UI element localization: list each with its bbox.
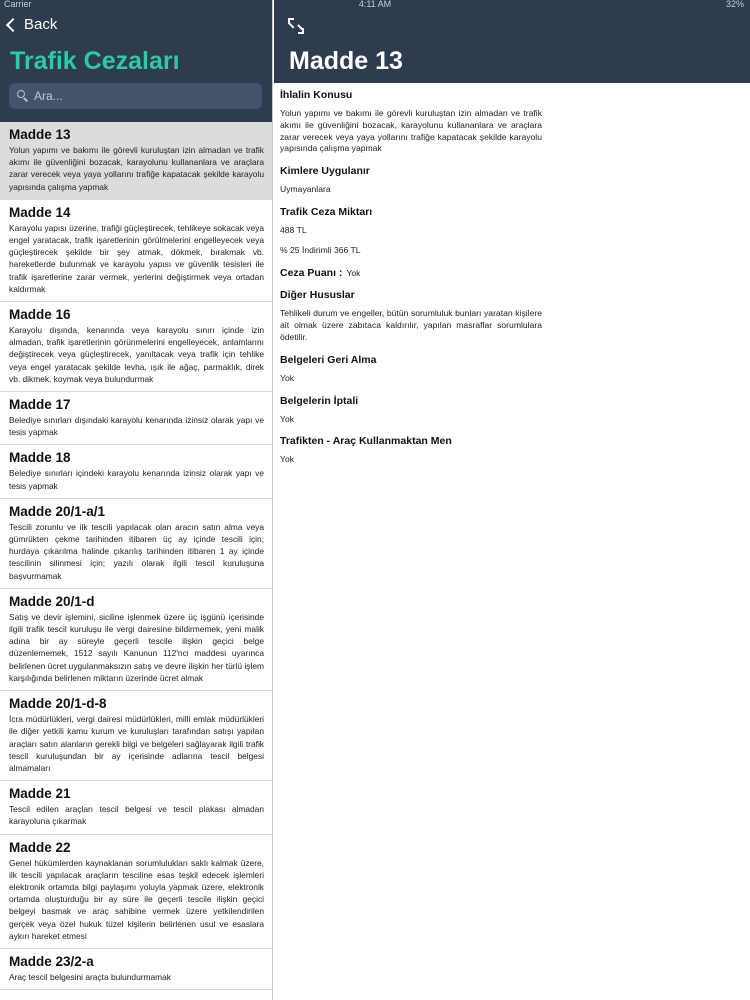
master-header [0,0,273,122]
madde-list [0,122,273,990]
kimlere-uygulanir-text: Uymayanlara [280,184,331,195]
list-item-desc: Tescili zorunlu ve ilk tescili yapılacak olan aracın satın alma veya gümrükten çekme tarihinden itibaren üç ay içinde tescili için; hurdaya çıkarılma halinde çıkarılış tarihinden itibaren 1 ay içinde tescilinin silinmesi için; yazılı olarak ilgili tescil kuruluşuna başvurmamak [9,521,264,581]
list-item-desc: Belediye sınırları içindeki karayolu kenarında izinsiz olarak yapı ve tesis yapmak [9,468,264,491]
master-pane [0,0,273,1000]
ihlalin-konusu-text: Yolun yapımı ve bakımı ile görevli kuruluştan izin almadan ve trafik akımı ile güvenliğini bozacak, karayolunu kullananlara ve araçlara zarar verecek veya yaya yollarını trafiğe kapatacak şekilde karayolu yapısında çalışma yapmak [280,108,542,154]
diger-hususlar-heading: Diğer Hususlar [280,289,355,302]
ceza-miktari-heading: Trafik Ceza Miktarı [280,205,373,218]
list-item-title: Madde 16 [9,307,71,323]
expand-icon[interactable] [288,18,304,34]
search-input[interactable] [34,89,254,103]
list-item-desc: Tescil edilen araçları tescil belgesi ve tescil plakası almadan karayoluna çıkarmak [9,804,264,827]
list-item-title: Madde 20/1-d-8 [9,696,107,712]
list-item[interactable] [0,445,273,498]
kimlere-uygulanir-heading: Kimlere Uygulanır [280,165,370,178]
search-icon [17,90,29,102]
list-item[interactable] [0,589,273,691]
ceza-miktari-value: 488 TL [280,224,307,235]
men-heading: Trafikten - Araç Kullanmaktan Men [280,435,452,448]
back-button[interactable] [4,16,57,33]
list-item-desc: Araç tescil belgesini araçta bulundurmamak [9,971,171,982]
list-item-desc: Karayolu dışında, kenarında veya karayolu sınırı içinde izin almadan, trafik işaretlerinin görünmelerini engelleyecek, anlamlarını değiştirecek veya güçleştirecek, yanıltacak veya trafik için tehlike veya engel yaratacak şekilde levha, ışık ile ağaç, parmaklık, direk vb. dikmek, koymak veya bulundurmak [9,325,264,384]
diger-hususlar-text: Tehlikeli durum ve engeller, bütün sorumluluk bunları yaratan kişilere ait olmak üzere zabıtaca kaldırılır, yapılan masraflar sorumlulara ödetilir. [280,308,542,342]
status-bar [0,0,750,10]
list-item[interactable] [0,835,273,949]
clock: 4:11 AM [358,0,392,9]
men-value: Yok [280,454,295,465]
list-item-desc: Belediye sınırları dışındaki karayolu kenarında izinsiz olarak yapı ve tesis yapmak [9,415,264,438]
list-item-desc: Yolun yapımı ve bakımı ile görevli kuruluştan izin almadan ve trafik akımı ile güvenliğini bozacak, karayolunu kullananlara ve araçlara zarar verecek veya yaya yollarını trafiğe kapatacak şekilde karayolu yapısında çalışma yapmak [9,145,264,192]
list-item-title: Madde 18 [9,450,71,466]
carrier-label: Carrier [4,0,32,9]
list-item[interactable] [0,302,273,392]
ihlalin-konusu-heading: İhlalin Konusu [280,89,353,101]
list-item[interactable] [0,200,273,302]
search-bar[interactable] [9,83,262,109]
list-item-title: Madde 23/2-a [9,953,94,969]
page-title: Trafik Cezaları [10,47,180,75]
list-item-desc: Genel hükümlerden kaynaklanan sorumlulukları saklı kalmak üzere, ilk tescili yapılacak araçların tesciline esas teşkil edecek işlemleri elektronik ortamda bilgi paylaşımı yoluyla yapmak üzere, elektronik ortamda oluşturduğu bir ay süre ile geçerli tescile ilişkin geçici belgeyi basmak ve araç sahibine vermek üzere yetkilendirilen gerçek veya özel hukuk tüzel kişilerin belirlenen usul ve esaslara aykırı hareket etmesi [9,857,264,941]
list-item-title: Madde 20/1-d [9,593,95,609]
list-item-title: Madde 21 [9,786,71,802]
battery-level: 32% [725,0,744,9]
list-item-title: Madde 22 [9,839,71,855]
chevron-left-icon [6,17,20,31]
geri-alma-value: Yok [280,372,295,383]
list-item[interactable] [0,499,273,589]
detail-pane [274,0,750,1000]
list-item-title: Madde 17 [9,397,71,413]
list-item-desc: İcra müdürlükleri, vergi dairesi müdürlükleri, milli emlak müdürlükleri ile diğer yetkili kamu kurum ve kuruluşları tarafından satışı yapılan araçları satın alanların gerekli bilgi ve belgeleri sağlayarak ilgili trafik tescil kuruluşundan bir ay içerisinde adlarına tescil belgesi almamaları [9,714,264,773]
list-item[interactable] [0,781,273,834]
iptal-value: Yok [280,413,295,424]
ceza-puani-row [280,267,542,280]
list-item-desc: Satış ve devir işlemini, siciline işlenmek üzere üç işgünü içerisinde ilgili trafik tescil kuruluşu ile vergi dairesine bildirmemek, yeni malik adına bir ay süreyle geçerli tescile ilişkin geçici belge düzenlememek, 1512 sayılı Kanunun 112'nci maddesi uyarınca belirlenen ücret uygulanmaksızın satış ve devre ilişkin her türlü işlem karşılığında belirlenen miktarın üzerinde ücret almak [9,611,264,683]
list-item-desc: Karayolu yapısı üzerine, trafiği güçleştirecek, tehlikeye sokacak veya engel yaratacak, trafik işaretlerinin görülmelerini engelleyecek veya güçleştirecek şekilde bir şey atmak, dökmek, bırakmak vb. hareketlerde bulunmak ve karayolu yapısı ve güvenlik tesisleri ile trafik işaretlerine zarar vermek, yerlerini değiştirmek veya ortadan kaldırmak [9,222,264,294]
list-item-title: Madde 13 [9,127,71,142]
indirimli-ceza-value: % 25 İndirimli 366 TL [280,244,361,255]
back-label: Back [24,16,58,33]
detail-header [274,0,750,83]
detail-title: Madde 13 [289,47,403,75]
list-item[interactable] [0,691,273,781]
detail-content [280,89,542,476]
list-item[interactable] [0,122,273,200]
geri-alma-heading: Belgeleri Geri Alma [280,353,377,366]
ceza-puani-value: Yok [346,267,361,278]
ceza-puani-label: Ceza Puanı : [280,266,343,279]
list-item-title: Madde 20/1-a/1 [9,503,106,519]
iptal-heading: Belgelerin İptali [280,394,359,407]
list-item[interactable] [0,392,273,445]
list-item-title: Madde 14 [9,204,71,220]
list-item[interactable] [0,949,273,990]
